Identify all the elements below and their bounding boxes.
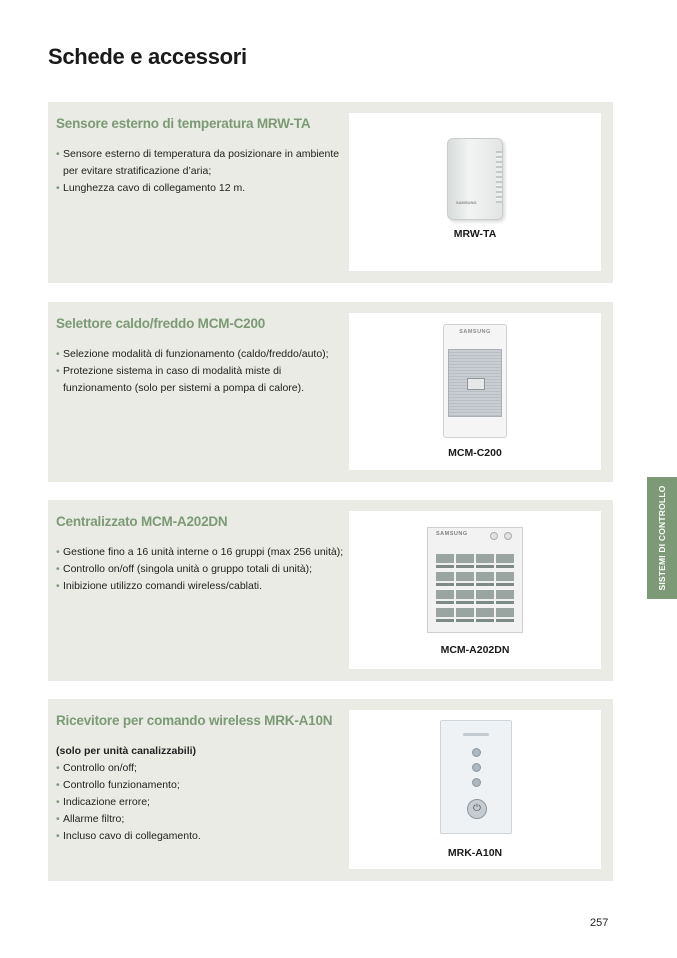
list-lead: (solo per unità canalizzabili) [56, 745, 197, 757]
product-card-mcm-a202dn [48, 500, 613, 681]
section-side-tab [647, 477, 677, 599]
feature-list [56, 544, 346, 595]
feature-list [56, 146, 346, 197]
samsung-logo: SAMSUNG [436, 531, 468, 537]
samsung-logo: SAMSUNG [459, 329, 491, 335]
central-controller-image [427, 527, 523, 633]
card-title: Centralizzato MCM-A202DN [56, 514, 228, 529]
power-icon: ⏻ [467, 799, 487, 819]
side-tab-label: SISTEMI DI CONTROLLO [657, 485, 667, 591]
list-item: • Allarme filtro; [56, 811, 346, 828]
card-title: Ricevitore per comando wireless MRK-A10N [56, 713, 333, 728]
product-caption: MCM-A202DN [440, 644, 510, 656]
list-item: • Sensore esterno di temperatura da posizionare in ambiente per evitare stratificazione d’aria; [56, 146, 346, 180]
list-item: • Controllo funzionamento; [56, 777, 346, 794]
product-image-box [349, 511, 601, 669]
list-item: • Controllo on/off (singola unità o gruppo totali di unità); [56, 561, 346, 578]
list-item: • Inibizione utilizzo comandi wireless/cablati. [56, 578, 346, 595]
product-image-box [349, 313, 601, 470]
product-image-box [349, 113, 601, 271]
list-item: • Protezione sistema in caso di modalità miste di funzionamento (solo per sistemi a pompa di calore). [56, 363, 346, 397]
feature-list [56, 346, 346, 397]
product-caption: MCM-C200 [448, 447, 502, 459]
list-item: • Gestione fino a 16 unità interne o 16 gruppi (max 256 unità); [56, 544, 346, 561]
mode-selector-image [443, 324, 507, 438]
card-title: Selettore caldo/freddo MCM-C200 [56, 316, 266, 331]
list-item: • Lunghezza cavo di collegamento 12 m. [56, 180, 346, 197]
feature-list [56, 743, 346, 845]
product-card-mcm-c200 [48, 302, 613, 482]
list-item: • Indicazione errore; [56, 794, 346, 811]
list-item: • Selezione modalità di funzionamento (caldo/freddo/auto); [56, 346, 346, 363]
product-card-mrw-ta [48, 102, 613, 283]
list-item: • Controllo on/off; [56, 760, 346, 777]
page-title: Schede e accessori [48, 44, 247, 69]
card-title: Sensore esterno di temperatura MRW-TA [56, 116, 311, 131]
product-image-box [349, 710, 601, 869]
temperature-sensor-image: SAMSUNG [447, 138, 503, 220]
product-caption: MRK-A10N [447, 847, 503, 859]
wireless-receiver-image [440, 720, 512, 834]
page-number: 257 [590, 917, 609, 929]
product-caption: MRW-TA [453, 228, 497, 240]
list-item: • Incluso cavo di collegamento. [56, 828, 346, 845]
product-card-mrk-a10n [48, 699, 613, 881]
